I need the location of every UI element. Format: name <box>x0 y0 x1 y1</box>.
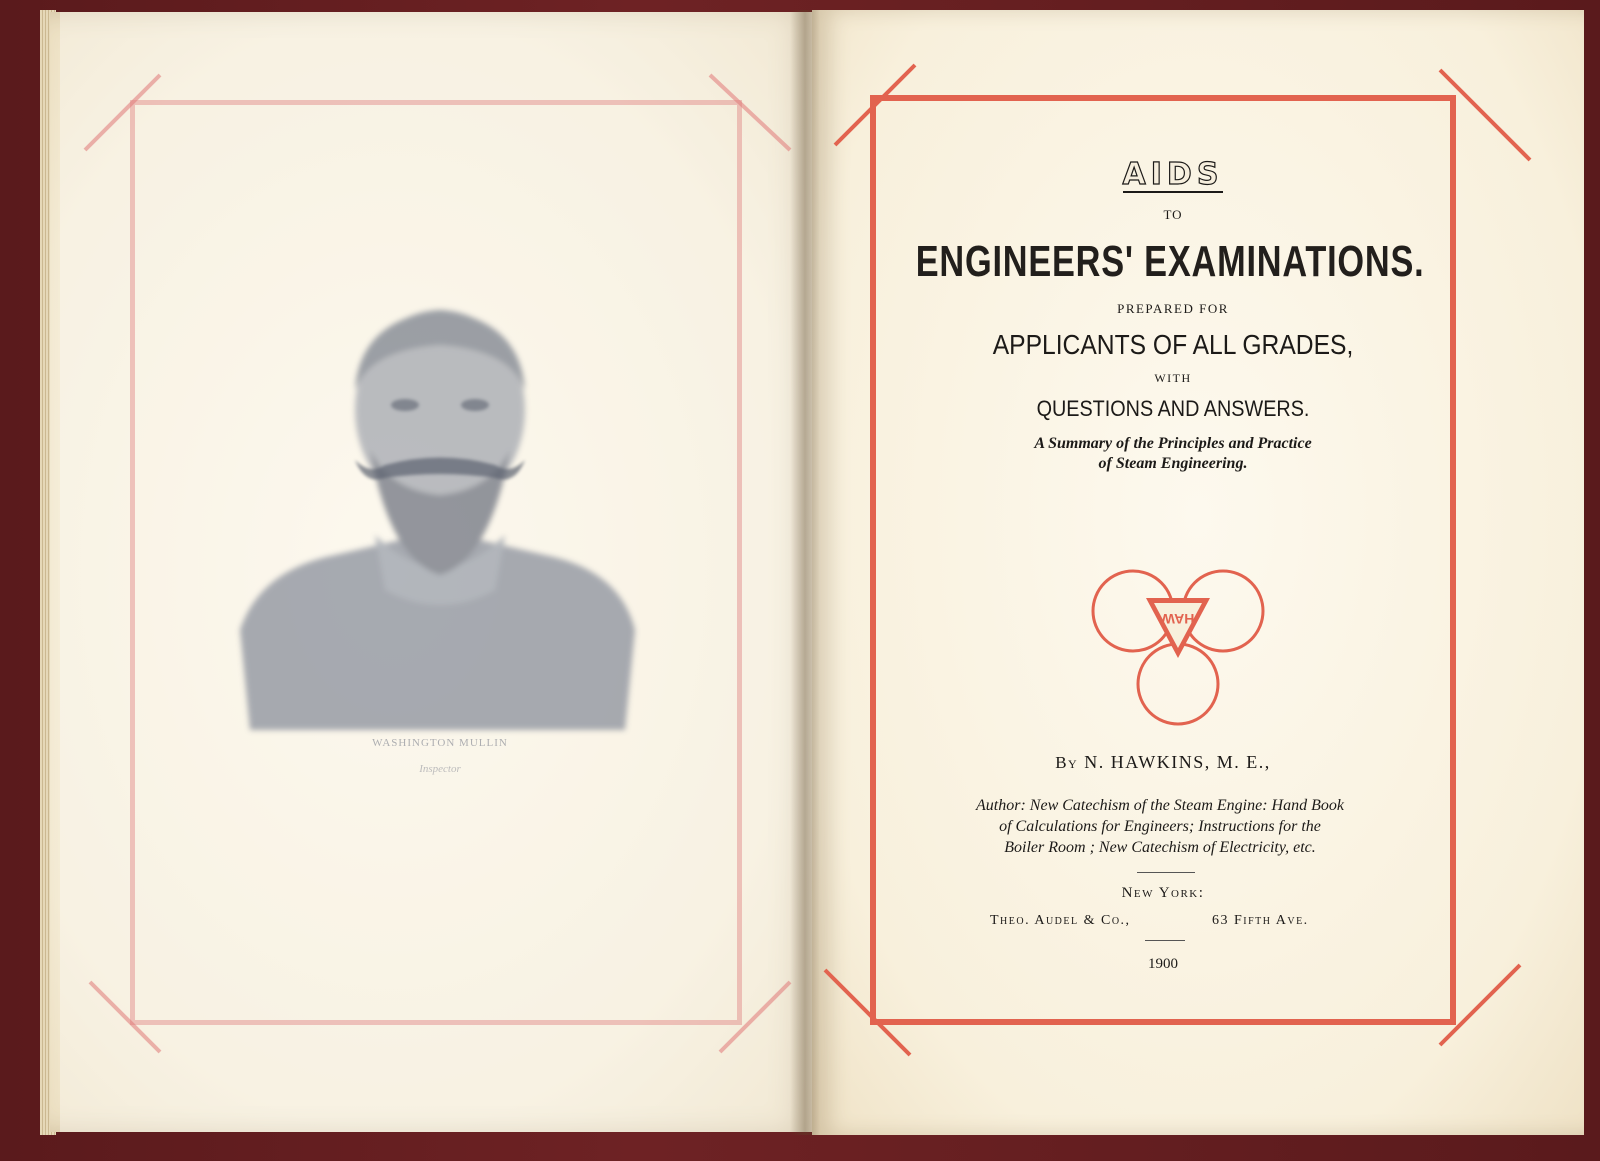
prepared-for: PREPARED FOR <box>1117 301 1229 316</box>
publication-year: 1900 <box>1148 956 1178 972</box>
portrait-image <box>240 300 640 730</box>
emblem-letters: HAW <box>1161 611 1195 627</box>
byline-by: By <box>1055 753 1079 772</box>
byline-name: N. HAWKINS, M. E., <box>1084 752 1271 772</box>
title-to: TO <box>1163 207 1183 222</box>
summary-line-2: of Steam Engineering. <box>1098 455 1248 472</box>
author-line-2: of Calculations for Engineers; Instructions for the <box>999 818 1321 835</box>
publisher-emblem <box>1078 566 1278 736</box>
portrait-engraving <box>240 300 640 730</box>
applicants-line: APPLICANTS OF ALL GRADES, <box>992 329 1354 360</box>
title-aids: AIDS <box>1122 157 1224 192</box>
divider-rule-bottom <box>1145 940 1185 941</box>
author-credits <box>910 795 1410 858</box>
book-gutter <box>790 10 820 1135</box>
portrait-subcaption: Inspector <box>419 763 461 775</box>
author-line-3: Boiler Room ; New Catechism of Electricity, etc. <box>1004 839 1316 856</box>
emblem-rings <box>1078 566 1278 736</box>
questions-answers-line: QUESTIONS AND ANSWERS. <box>1036 396 1310 421</box>
summary-text <box>896 434 1450 474</box>
byline <box>876 752 1450 773</box>
publisher-city: New York: <box>1121 885 1205 901</box>
main-title: ENGINEERS' EXAMINATIONS. <box>915 237 1425 286</box>
summary-line-1: A Summary of the Principles and Practice <box>1034 435 1312 452</box>
title-block <box>876 157 1450 474</box>
portrait-caption: WASHINGTON MULLIN <box>372 737 508 749</box>
with-line: WITH <box>1154 371 1192 385</box>
publisher-name: Theo. Audel & Co., <box>990 913 1131 928</box>
publisher-address: 63 Fifth Ave. <box>1212 913 1309 928</box>
author-line-1: Author: New Catechism of the Steam Engine: Hand Book <box>976 797 1344 814</box>
divider-rule-top <box>1137 872 1195 873</box>
